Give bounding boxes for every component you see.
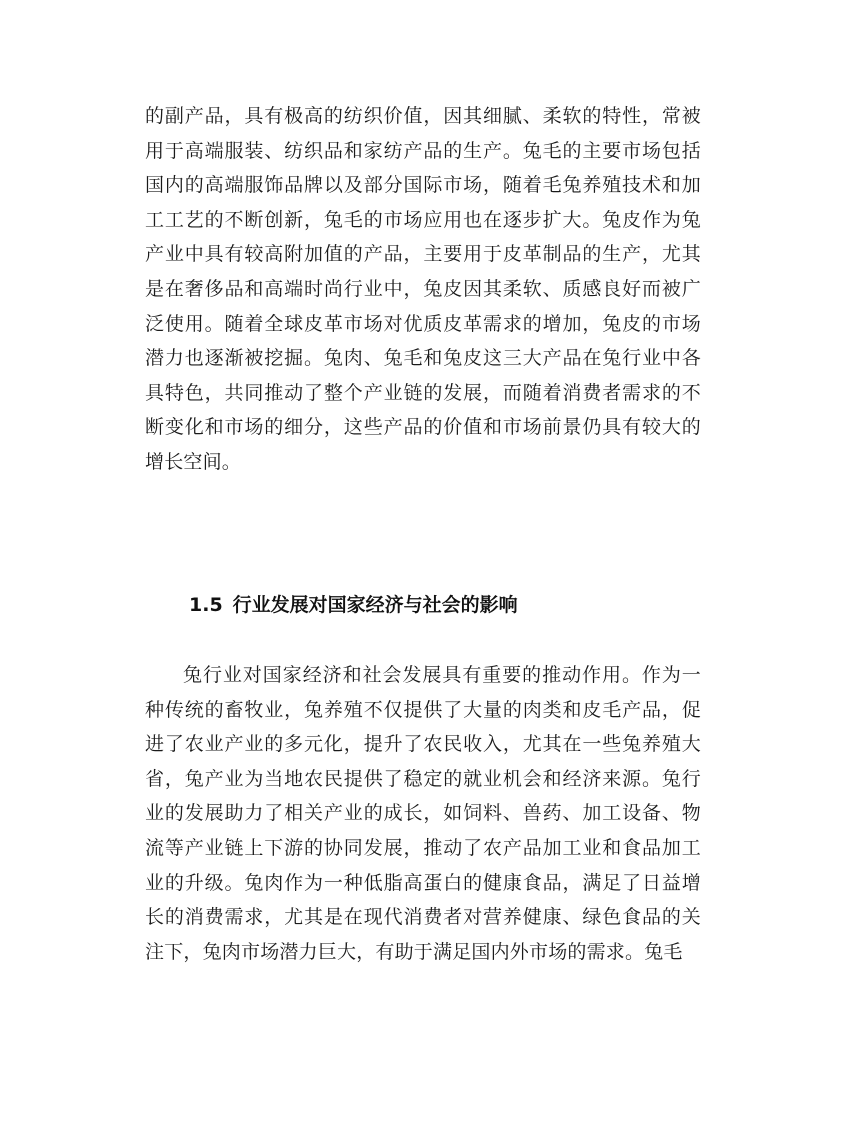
body-paragraph-continued: 的副产品，具有极高的纺织价值，因其细腻、柔软的特性，常被用于高端服装、纺织品和家纺产品的生产。兔毛的主要市场包括国内的高端服饰品牌以及部分国际市场，随着毛兔养殖技术和加工工艺的不断创新，兔毛的市场应用也在逐步扩大。兔皮作为兔产业中具有较高附加值的产品，主要用于皮革制品的生产，尤其是在奢侈品和高端时尚行业中，兔皮因其柔软、质感良好而被广泛使用。随着全球皮革市场对优质皮革需求的增加，兔皮的市场潜力也逐渐被挖掘。兔肉、兔毛和兔皮这三大产品在兔行业中各具特色，共同推动了整个产业链的发展，而随着消费者需求的不断变化和市场的细分，这些产品的价值和市场前景仍具有较大的增长空间。: [145, 105, 701, 473]
body-paragraph: 兔行业对国家经济和社会发展具有重要的推动作用。作为一种传统的畜牧业，兔养殖不仅提供了大量的肉类和皮毛产品，促进了农业产业的多元化，提升了农民收入，尤其在一些兔养殖大省，兔产业为当地农民提供了稳定的就业机会和经济来源。兔行业的发展助力了相关产业的成长，如饲料、兽药、加工设备、物流等产业链上下游的协同发展，推动了农产品加工业和食品加工业的升级。兔肉作为一种低脂高蛋白的健康食品，满足了日益增长的消费需求，尤其是在现代消费者对营养健康、绿色食品的关注下，兔肉市场潜力巨大，有助于满足国内外市场的需求。兔毛: [145, 664, 701, 963]
section-number: 1.5: [189, 594, 223, 616]
section-heading: [189, 588, 709, 622]
section-title: 行业发展对国家经济与社会的影响: [232, 594, 518, 616]
